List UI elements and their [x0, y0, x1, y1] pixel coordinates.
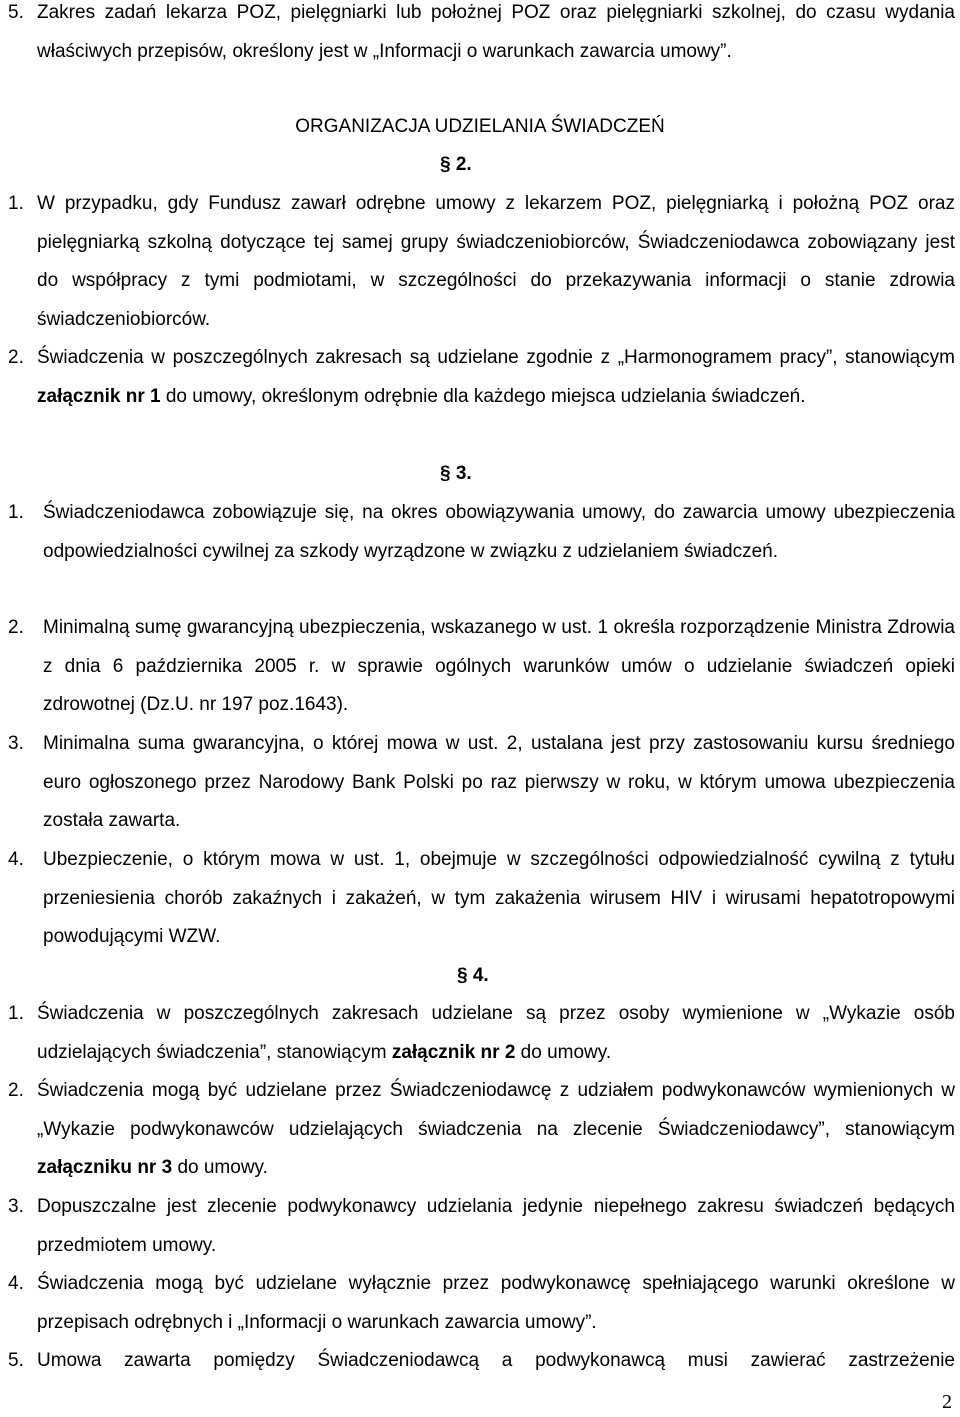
item-number: 2.: [8, 1080, 24, 1101]
item-number: 2.: [8, 617, 24, 638]
page-number: 2: [942, 1391, 952, 1413]
attachment-reference: załącznik nr 1: [37, 385, 161, 407]
paragraph-marker: § 2.: [440, 154, 472, 175]
item-text: Ubezpieczenie, o którym mowa w ust. 1, obejmuje w szczególności odpowiedzialność cywilną z tytułu przeniesienia chorób zakaźnych i zakażeń, w tym zakażenia wirusem HIV i wirusami hepatotropowymi powodującymi WZW.: [43, 849, 955, 947]
item-number: 2.: [8, 347, 24, 368]
list-item: [8, 1188, 955, 1265]
list-item: [8, 841, 955, 957]
list-item: [8, 995, 955, 1072]
item-text: Minimalną sumę gwarancyjną ubezpieczenia, wskazanego w ust. 1 określa rozporządzenie Ministra Zdrowia z dnia 6 października 2005 r. w sprawie ogólnych warunków umów o udzielanie świadczeń opieki zdrowotnej (Dz.U. nr 197 poz.1643).: [43, 617, 955, 715]
item-text: Umowa zawarta pomiędzy Świadczeniodawcą a podwykonawcą musi zawierać zastrzeżenie: [37, 1350, 955, 1371]
list-item: [8, 1072, 955, 1188]
list-item: [8, 1265, 955, 1342]
item-text: Świadczeniodawca zobowiązuje się, na okres obowiązywania umowy, do zawarcia umowy ubezpieczenia odpowiedzialności cywilnej za szkody wyrządzone w związku z udzielaniem świadczeń.: [43, 502, 955, 562]
list-item: [8, 339, 955, 416]
attachment-reference: załącznik nr 2: [391, 1041, 516, 1063]
item-text: Dopuszczalne jest zlecenie podwykonawcy udzielania jedynie niepełnego zakresu świadczeń będących przedmiotem umowy.: [37, 1196, 955, 1256]
attachment-reference: załączniku nr 3: [37, 1157, 173, 1178]
item-number: 3.: [8, 1196, 24, 1217]
list-item: [8, 725, 955, 841]
item-number: 5.: [8, 1350, 24, 1371]
item-number: 5.: [8, 2, 24, 23]
paragraph-marker: § 4.: [457, 965, 489, 986]
item-number: 1.: [8, 193, 24, 214]
item-text: Świadczenia mogą być udzielane wyłącznie przez podwykonawcę spełniającego warunki określone w przepisach odrębnych i „Informacji o warunkach zawarcia umowy”.: [37, 1273, 955, 1333]
item-number: 1.: [8, 1003, 24, 1024]
item-number: 4.: [8, 1273, 24, 1294]
item-text: Zakres zadań lekarza POZ, pielęgniarki lub położnej POZ oraz pielęgniarki szkolnej, do czasu wydania właściwych przepisów, określony jest w „Informacji o warunkach zawarcia umowy”.: [37, 2, 955, 62]
item-text: Świadczenia mogą być udzielane przez Świadczeniodawcę z udziałem podwykonawców wymienionych w „Wykazie podwykonawców udzielających świadczenia na zlecenie Świadczeniodawcy”, stanowiącym załączniku nr 3 do umowy.: [37, 1080, 955, 1178]
item-number: 1.: [8, 502, 24, 523]
item-text: W przypadku, gdy Fundusz zawarł odrębne umowy z lekarzem POZ, pielęgniarką i położną POZ oraz pielęgniarką szkolną dotyczące tej samej grupy świadczeniobiorców, Świadczeniodawca zobowiązany jest do współpracy z tymi podmiotami, w szczególności do przekazywania informacji o stanie zdrowia świadczeniobiorców.: [37, 193, 955, 330]
list-item: [8, 0, 955, 71]
item-number: 4.: [8, 849, 24, 870]
section-heading: ORGANIZACJA UDZIELANIA ŚWIADCZEŃ: [295, 116, 665, 137]
list-item: [8, 494, 955, 571]
item-text: Świadczenia w poszczególnych zakresach są udzielane zgodnie z „Harmonogramem pracy”, stanowiącym załącznik nr 1 do umowy, określonym odrębnie dla każdego miejsca udzielania świadczeń.: [37, 347, 955, 407]
paragraph-marker: § 3.: [440, 463, 472, 484]
item-number: 3.: [8, 733, 24, 754]
item-text: Minimalna suma gwarancyjna, o której mowa w ust. 2, ustalana jest przy zastosowaniu kursu średniego euro ogłoszonego przez Narodowy Bank Polski po raz pierwszy w roku, w którym umowa ubezpieczenia została zawarta.: [43, 733, 955, 831]
item-text: Świadczenia w poszczególnych zakresach udzielane są przez osoby wymienione w „Wykazie osób udzielających świadczenia”, stanowiącym załącznik nr 2 do umowy.: [37, 1003, 955, 1063]
list-item: [8, 609, 955, 725]
list-item: [8, 185, 955, 339]
list-item: [8, 1342, 955, 1381]
